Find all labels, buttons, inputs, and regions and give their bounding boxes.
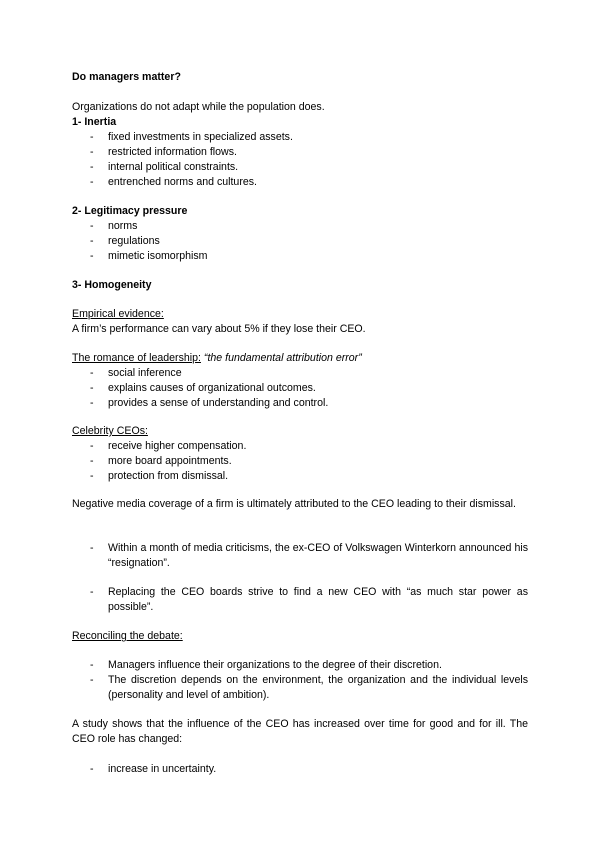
empirical-heading: Empirical evidence:: [72, 308, 164, 320]
study-list: [72, 762, 528, 777]
list-item: - social inference: [90, 367, 182, 379]
romance-heading-line: [72, 351, 362, 366]
list-item: - more board appointments.: [90, 455, 232, 467]
list-item: - norms: [90, 220, 138, 232]
romance-heading: The romance of leadership:: [72, 352, 201, 364]
legitimacy-list: [72, 219, 528, 264]
intro-text: Organizations do not adapt while the population does.: [72, 101, 325, 113]
romance-list: [72, 366, 528, 411]
list-item: - protection from dismissal.: [90, 470, 229, 482]
legitimacy-heading: 2- Legitimacy pressure: [72, 205, 188, 217]
list-item: - fixed investments in specialized assets.: [90, 131, 293, 143]
list-item: - regulations: [90, 235, 160, 247]
empirical-text: A firm’s performance can vary about 5% if they lose their CEO.: [72, 323, 366, 335]
media-paragraph: Negative media coverage of a firm is ultimately attributed to the CEO leading to their dismissal.: [72, 498, 516, 510]
list-item: - receive higher compensation.: [90, 440, 247, 452]
list-item: - mimetic isomorphism: [90, 250, 208, 262]
study-paragraph: A study shows that the influence of the CEO has increased over time for good and for ill. The CEO role has changed:: [72, 718, 528, 745]
list-item: - The discretion depends on the environment, the organization and the individual levels (personality and level of ambition).: [90, 674, 528, 701]
romance-quote: “the fundamental attribution error”: [203, 352, 362, 364]
list-item: - Replacing the CEO boards strive to find a new CEO with “as much star power as possible”.: [90, 586, 528, 613]
list-item: - increase in uncertainty.: [90, 763, 217, 775]
list-item: - restricted information flows.: [90, 146, 237, 158]
homogeneity-heading: 3- Homogeneity: [72, 279, 152, 291]
list-item: - entrenched norms and cultures.: [90, 176, 257, 188]
list-item: - provides a sense of understanding and control.: [90, 397, 329, 409]
celebrity-list: [72, 439, 528, 484]
list-item: - Managers influence their organizations to the degree of their discretion.: [90, 659, 442, 671]
list-item: - explains causes of organizational outcomes.: [90, 382, 316, 394]
page-title: Do managers matter?: [72, 71, 181, 83]
list-item: - internal political constraints.: [90, 161, 239, 173]
inertia-heading: 1- Inertia: [72, 116, 117, 128]
reconciling-heading: Reconciling the debate:: [72, 630, 183, 642]
list-item: - Within a month of media criticisms, the ex-CEO of Volkswagen Winterkorn announced his “resignation”.: [90, 542, 528, 569]
inertia-list: [72, 130, 528, 190]
celebrity-heading: Celebrity CEOs:: [72, 425, 148, 437]
